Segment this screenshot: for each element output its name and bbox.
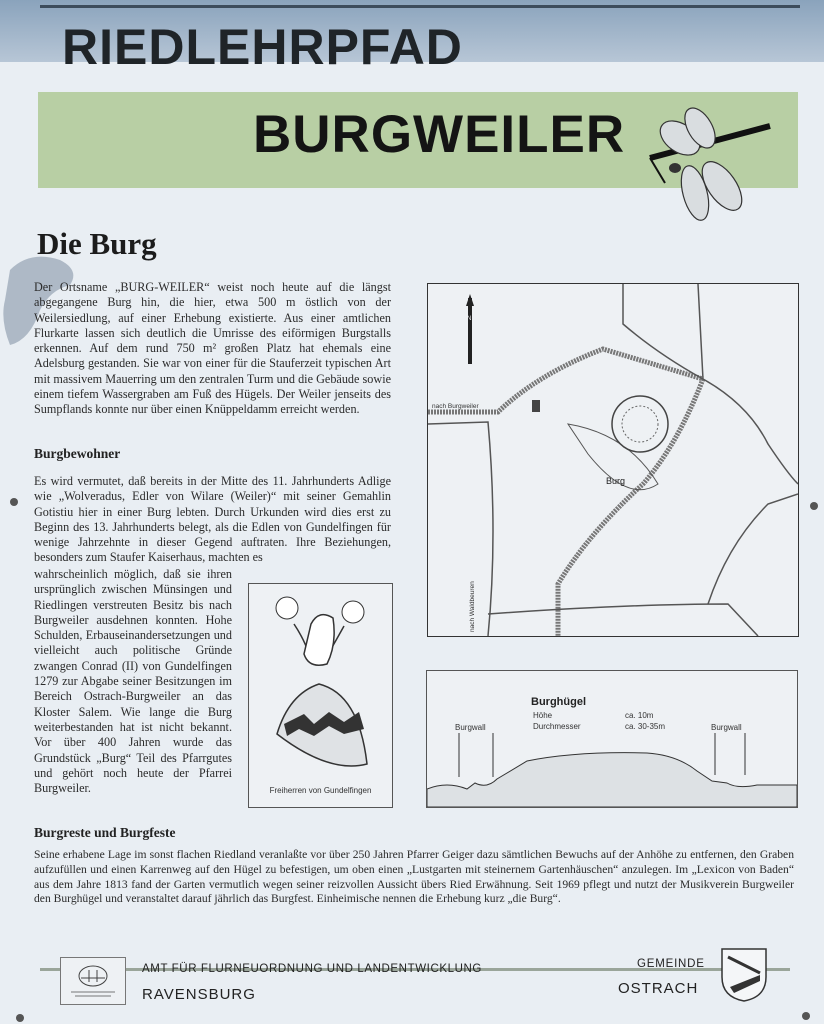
map-label-road-waldbeuren: nach Waldbeuren xyxy=(469,581,476,632)
coat-of-arms-icon xyxy=(249,584,392,784)
board-subtitle: BURGWEILER xyxy=(253,105,626,164)
burgbewohner-paragraph-bottom: wahrscheinlich möglich, daß sie ihren ursprünglich zwischen Münsingen und Riedlingen verstreuten Besitz bis nach Burgweiler ausdehnen konnten. Hohe Schulden, Erbauseinandersetzungen und vielleicht auch politische Gründe zwangen Conrad (II) von Gundelfingen 1279 zur Abgabe seiner Besitzungen im Bereich Ostrach-Burgweiler an das Kloster Salem. Wie lange die Burg weiterbestanden hat ist nicht bekannt. Vor über 400 Jahren wurde das Grundstück „Burg“ Teil des Pfarrgutes und gehört noch heute der Pfarrei Burgweiler. xyxy=(34,567,232,796)
mounting-screw-right xyxy=(810,502,818,510)
subheading-burgbewohner: Burgbewohner xyxy=(34,446,121,461)
municipal-shield-icon xyxy=(720,947,768,1003)
community-label: GEMEINDE xyxy=(637,958,705,970)
coat-of-arms-figure xyxy=(248,583,393,808)
burgreste-paragraph: Seine erhabene Lage im sonst flachen Riedland veranlaßte vor über 250 Jahren Pfarrer Geiger dazu sämtlichen Bewuchs auf der Anhöhe zu entfernen, den Graben aufzufüllen und einen Karrenweg auf den Hügel zu befestigen, um oben einen „Lustgarten mit steinernem Gartenhäuschen“ anzulegen. Im „Lexicon von Baden“ aus dem Jahre 1813 fand der Garten vermutlich wegen seiner reizvollen Aussicht übers Ried Erwähnung. Seit 1969 pflegt und nutzt der Musikverein Burgweiler den Burghügel und veranstaltet darauf jährlich das Burgfest. Einheimische nennen die Erhebung kurz „die Burg“. xyxy=(34,848,794,906)
agency-logo-icon xyxy=(61,958,125,1004)
map-label-road-burgweiler: nach Burgweiler xyxy=(432,403,479,410)
mounting-screw-bottom-right xyxy=(802,1012,810,1020)
agency-logo xyxy=(60,957,126,1005)
hill-profile-figure xyxy=(426,670,798,808)
profile-label-hoehe: Höhe xyxy=(533,711,553,720)
burgbewohner-paragraph-top: Es wird vermutet, daß bereits in der Mitte des 11. Jahrhunderts Adlige wie „Wolveradus, Edler von Wilare (Weiler)“ mit seiner Gemahlin Gotistiu hier in einer Burg lebten. Durch Urkunden wird dies erst zu Beginn des 13. Jahrhunderts belegt, als die Edlen von Gundelfingen für wenige Jahrzehnte in dieser Gegend auftraten. Ihre Beziehungen, besonders zum Staufer Kaiserhaus, machten es xyxy=(34,474,391,565)
agency-name: AMT FÜR FLURNEUORDNUNG UND LANDENTWICKLUNG xyxy=(142,963,482,975)
intro-paragraph: Der Ortsname „BURG-WEILER“ weist noch heute auf die längst abgegangene Burg hin, die hier, etwa 500 m östlich von der Weilersiedlung, auf einer Erhebung existierte. Aus einer amtlichen Flurkarte lassen sich deutlich die Umrisse des eiförmigen Burgstalls erkennen. Auf dem rund 750 m² großen Platz hat ehemals eine Adelsburg gestanden. Sie war von einer für die Stauferzeit typischen Art mit massivem Mauerring um den zentralen Turm und die Gebäude sowie einem tiefem Wassergraben am Fuß des Hügels. Der Weiler jenseits des Sumpflands konnte nur über einen Knüppeldamm erreicht werden. xyxy=(34,280,391,417)
map-drawing xyxy=(428,284,798,636)
map-north-label: N xyxy=(467,316,472,322)
profile-title: Burghügel xyxy=(531,696,586,708)
site-map xyxy=(427,283,799,637)
subheading-burgreste: Burgreste und Burgfeste xyxy=(34,825,176,840)
profile-value-durchmesser: ca. 30-35m xyxy=(625,722,666,731)
mounting-screw-bottom-left xyxy=(16,1014,24,1022)
profile-label-burgwall-right: Burgwall xyxy=(711,723,742,732)
profile-label-durchmesser: Durchmesser xyxy=(533,722,581,731)
hill-profile-drawing xyxy=(427,671,797,807)
agency-city: RAVENSBURG xyxy=(142,986,256,1003)
section-heading: Die Burg xyxy=(37,226,157,261)
coat-of-arms-caption: Freiherren von Gundelfingen xyxy=(269,786,372,795)
profile-value-hoehe: ca. 10m xyxy=(625,711,654,720)
profile-label-burgwall-left: Burgwall xyxy=(455,723,486,732)
top-rule xyxy=(40,5,800,8)
map-label-burg: Burg xyxy=(606,476,626,486)
community-name: OSTRACH xyxy=(618,980,699,997)
dragonfly-icon xyxy=(630,98,780,228)
mounting-screw-left xyxy=(10,498,18,506)
board-title: RIEDLEHRPFAD xyxy=(62,19,463,75)
